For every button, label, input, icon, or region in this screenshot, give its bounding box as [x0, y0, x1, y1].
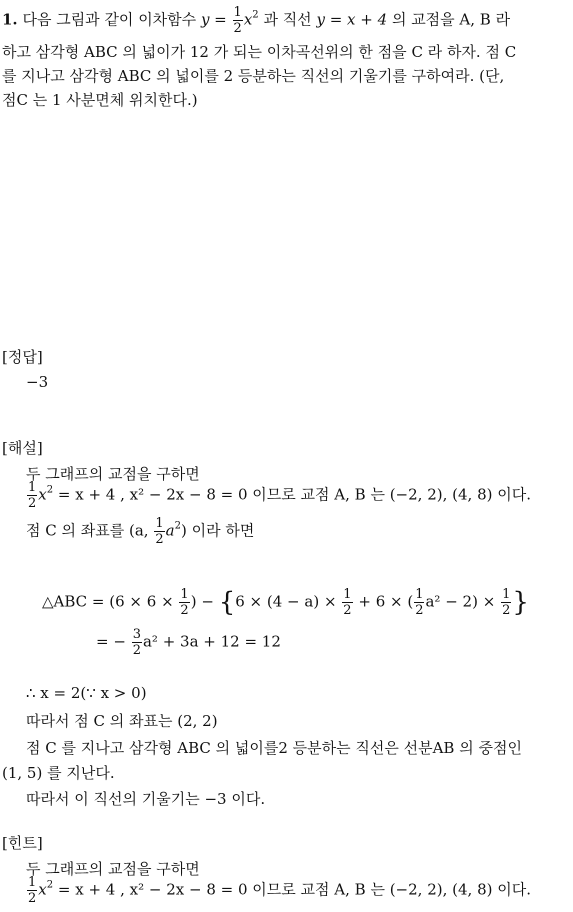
answer-label: [정답] [2, 348, 43, 366]
solution-line-7: (1, 5) 를 지난다. [2, 764, 115, 782]
equation-text: a² − 2) × [425, 592, 496, 611]
solution-line-1: 두 그래프의 교점을 구하면 [26, 465, 200, 483]
equation-line-2 [96, 628, 281, 657]
equation-text: ) − [190, 592, 214, 611]
solution-line-3: 점 C 의 좌표를 (a, $\frac{1}{2}$ $a^2$) 이라 하면 [26, 516, 255, 547]
solution-line-4: ∴ x = 2(∵ x > 0) [26, 684, 147, 702]
equation-text: a² + 3a + 12 = 12 [142, 632, 281, 651]
problem-number: 1. [2, 10, 18, 29]
equation-line-1 [42, 588, 529, 617]
solution-line-2: $\frac{1}{2}$ $x^2 = x + 4$ , x² − 2x − 8 = 0 이므로 교점 A, B 는 (−2, 2), (4, 8) 이다. [28, 480, 531, 511]
exponent: 2 [252, 9, 259, 21]
equation-text: 6 × (4 − a) × [235, 592, 337, 611]
equation-text: △ABC = (6 × 6 × [42, 592, 174, 611]
fraction: $\frac{1}{2}$ [502, 587, 511, 618]
fraction: $\frac{1}{2}$ [415, 587, 424, 618]
solution-text: 점 C 의 좌표를 (a, [26, 521, 149, 540]
fraction: $\frac{1}{2}$ [28, 875, 37, 906]
solution-line-8: 따라서 이 직선의 기울기는 −3 이다. [26, 790, 266, 808]
fraction: $\frac{1}{2}$ [343, 587, 352, 618]
problem-text: 다음 그림과 같이 이차함수 [22, 10, 197, 29]
problem-line-1 [2, 6, 510, 35]
function-var: x [243, 10, 253, 29]
brace-right: } [512, 587, 529, 618]
solution-label: [해설] [2, 439, 43, 457]
equation-text: + 6 × ( [358, 592, 414, 611]
equation-text: = − [96, 632, 126, 651]
solution-text: = x + 4 , x² − 2x − 8 = 0 이므로 교점 A, B 는 (−2, 2), (4, 8) 이다. [57, 485, 531, 504]
solution-text: ) 이라 하면 [180, 521, 255, 540]
hint-line-2: $\frac{1}{2}$ $x^2 = x + 4$ , x² − 2x − 8 = 0 이므로 교점 A, B 는 (−2, 2), (4, 8) 이다. [28, 875, 531, 906]
problem-line-3: 를 지나고 삼각형 ABC 의 넓이를 2 등분하는 직선의 기울기를 구하여라. (단, [2, 67, 505, 85]
hint-line-1: 두 그래프의 교점을 구하면 [26, 860, 200, 878]
fraction: $\frac{1}{2}$ [180, 587, 189, 618]
fraction: $\frac{1}{2}$ [155, 516, 164, 547]
fraction: $\frac{3}{2}$ [132, 627, 141, 658]
solution-line-6: 점 C 를 지나고 삼각형 ABC 의 넓이를2 등분하는 직선은 선분AB 의 중점인 [26, 739, 522, 757]
function-lhs: y = [200, 10, 232, 29]
hint-label: [힌트] [2, 834, 43, 852]
problem-line-4: 점C 는 1 사분면체 위치한다.) [2, 91, 198, 109]
solution-line-5: 따라서 점 C 의 좌표는 (2, 2) [26, 712, 218, 730]
fraction: $\frac{1}{2}$ [28, 480, 37, 511]
brace-left: { [218, 587, 236, 618]
problem-text: 의 교점을 A, B 라 [391, 10, 511, 29]
answer-value: −3 [26, 373, 49, 391]
fraction: $\frac{1}{2}$ [233, 5, 242, 36]
line-equation: y = x + 4 [316, 10, 388, 29]
problem-text: 과 직선 [263, 10, 312, 29]
hint-text: = x + 4 , x² − 2x − 8 = 0 이므로 교점 A, B 는 (−2, 2), (4, 8) 이다. [57, 880, 531, 899]
problem-line-2: 하고 삼각형 ABC 의 넓이가 12 가 되는 이차곡선위의 한 점을 C 라 하자. 점 C [2, 43, 517, 61]
